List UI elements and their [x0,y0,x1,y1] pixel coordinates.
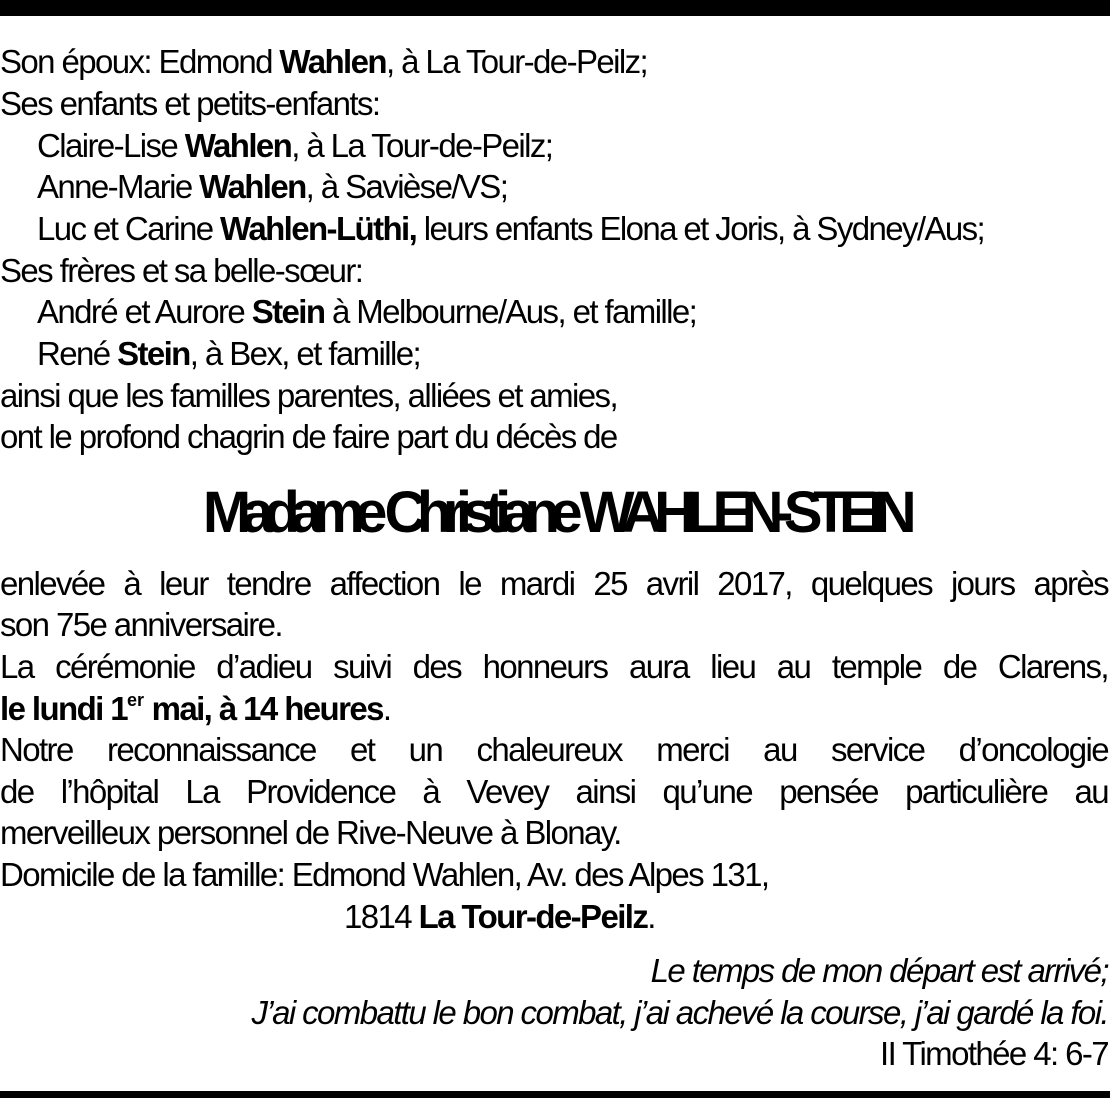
quote-line: J’ai combattu le bon combat, j’ai achevé la course, j’ai gardé la foi. [251,994,1108,1031]
ceremony-date-superscript: er [127,690,145,710]
top-rule [0,0,1110,16]
sibling-line [37,291,696,332]
child-line [37,166,507,207]
closing-line: ont le profond chagrin de faire part du décès de [0,418,617,455]
ceremony-date-day: le lundi 1 [0,690,128,727]
ceremony-line: La cérémonie d’adieu suivi des honneurs aura lieu au temple de Clarens, [0,648,1108,685]
thanks-line: Notre reconnaissance et un chaleureux merci au service d’oncologie [0,731,1108,768]
child-name: Wahlen-Lüthi, [220,210,417,247]
child-suffix: leurs enfants Elona et Joris, à Sydney/Aus; [416,210,985,247]
ceremony-date [0,690,383,727]
child-prefix: Anne-Marie [37,168,200,205]
deceased-name: Madame Christiane WAHLEN-STEIN [202,480,908,545]
child-line [37,208,984,249]
domicile-address-line [344,896,655,937]
domicile-period: . [647,898,655,935]
child-suffix: , à La Tour-de-Peilz; [291,127,553,164]
child-name: Wahlen [199,168,306,205]
domicile-line: Domicile de la famille: Edmond Wahlen, Av. des Alpes 131, [0,856,769,893]
sibling-suffix: , à Bex, et famille; [189,335,421,372]
bottom-rule [0,1091,1110,1098]
child-prefix: Luc et Carine [37,210,221,247]
sibling-prefix: André et Aurore [37,293,252,330]
ceremony-date-time: mai, à 14 heures [144,690,383,727]
passing-line: son 75e anniversaire. [0,606,282,643]
sibling-name: Stein [117,335,190,372]
passing-line: enlevée à leur tendre affection le mardi 25 avril 2017, quelques jours après [0,565,1108,602]
quote-reference: II Timothée 4: 6-7 [880,1035,1108,1072]
child-prefix: Claire-Lise [37,127,185,164]
spouse-name: Wahlen [279,43,386,80]
thanks-line: de l’hôpital La Providence à Vevey ainsi qu’une pensée particulière au [0,773,1108,810]
child-name: Wahlen [184,127,292,164]
closing-line: ainsi que les familles parentes, alliées et amies, [0,377,618,414]
child-suffix: , à Savièse/VS; [305,168,508,205]
child-line [37,125,552,166]
sibling-line [37,333,420,374]
siblings-heading: Ses frères et sa belle-sœur: [0,252,363,289]
sibling-suffix: à Melbourne/Aus, et famille; [324,293,697,330]
children-heading: Ses enfants et petits-enfants: [0,85,380,122]
spouse-prefix: Son époux: Edmond [0,43,280,80]
ceremony-date-line [0,688,390,729]
domicile-postcode: 1814 [344,898,419,935]
sibling-prefix: René [37,335,118,372]
quote-line: Le temps de mon départ est arrivé; [650,952,1108,989]
thanks-line: merveilleux personnel de Rive-Neuve à Blonay. [0,814,621,851]
spouse-suffix: , à La Tour-de-Peilz; [385,43,648,80]
spouse-line [0,41,647,82]
sibling-name: Stein [251,293,325,330]
domicile-city: La Tour-de-Peilz [418,898,648,935]
ceremony-date-period: . [382,690,391,727]
